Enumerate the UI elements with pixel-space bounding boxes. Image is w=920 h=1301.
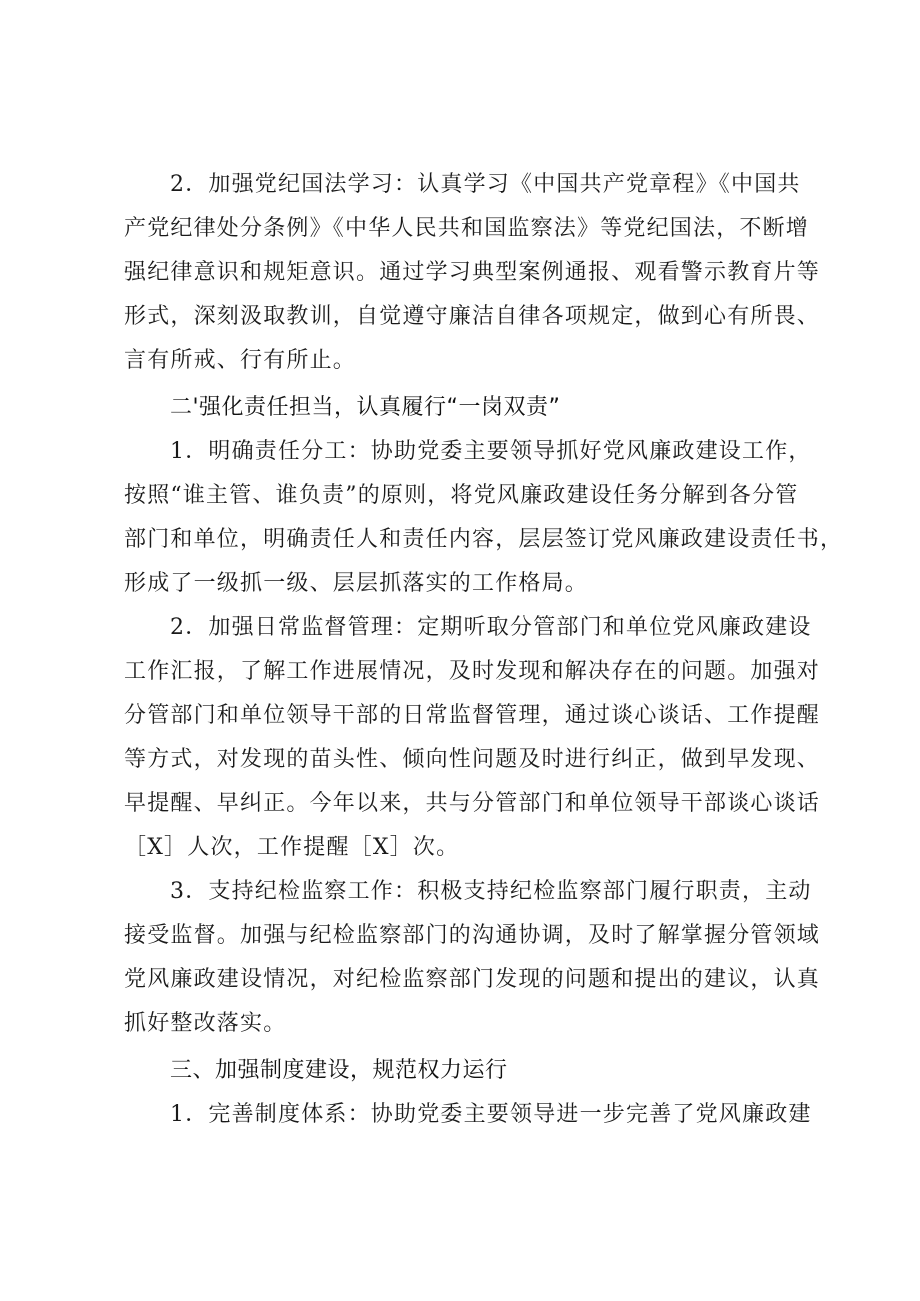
paragraph-line: 部门和单位，明确责任人和责任内容，层层签订党风廉政建设责任书，: [124, 527, 844, 552]
paragraph-line: 抓好整改落实。: [124, 1011, 287, 1036]
paragraph-line: 工作汇报，了解工作进展情况，及时发现和解决存在的问题。加强对: [124, 659, 821, 684]
paragraph-line: 早提醒、早纠正。今年以来，共与分管部门和单位领导干部谈心谈话: [124, 791, 821, 816]
paragraph-line: 1．完善制度体系：协助党委主要领导进一步完善了党风廉政建: [170, 1102, 812, 1127]
paragraph-line: ［X］人次，工作提醒［X］次。: [124, 835, 460, 860]
paragraph-line: 产党纪律处分条例》《中华人民共和国监察法》等党纪国法，不断增: [124, 216, 810, 241]
paragraph-line: 接受监督。加强与纪检监察部门的沟通协调，及时了解掌握分管领域: [124, 923, 821, 948]
paragraph-line: 形式，深刻汲取教训，自觉遵守廉洁自律各项规定，做到心有所畏、: [124, 304, 821, 329]
paragraph-line: 形成了一级抓一级、层层抓落实的工作格局。: [124, 571, 589, 596]
paragraph-line: 强纪律意识和规矩意识。通过学习典型案例通报、观看警示教育片等: [124, 260, 821, 285]
paragraph-line: 按照“谁主管、谁负责”的原则，将党风廉政建设任务分解到各分管: [124, 483, 799, 508]
section-heading: 三、加强制度建设，规范权力运行: [170, 1058, 508, 1083]
paragraph-line: 分管部门和单位领导干部的日常监督管理，通过谈心谈话、工作提醒: [124, 703, 821, 728]
paragraph-line: 2．加强日常监督管理：定期听取分管部门和单位党风廉政建设: [170, 615, 812, 640]
paragraph-line: 2．加强党纪国法学习：认真学习《中国共产党章程》《中国共: [170, 172, 801, 197]
paragraph-line: 言有所戒、行有所止。: [124, 348, 357, 373]
paragraph-line: 党风廉政建设情况，对纪检监察部门发现的问题和提出的建议，认真: [124, 967, 821, 992]
paragraph-line: 等方式，对发现的苗头性、倾向性问题及时进行纠正，做到早发现、: [124, 747, 821, 772]
section-heading: 二'强化责任担当，认真履行“一岗双责”: [170, 395, 561, 420]
paragraph-line: 3．支持纪检监察工作：积极支持纪检监察部门履行职责，主动: [170, 879, 812, 904]
paragraph-line: 1．明确责任分工：协助党委主要领导抓好党风廉政建设工作，: [170, 439, 812, 464]
